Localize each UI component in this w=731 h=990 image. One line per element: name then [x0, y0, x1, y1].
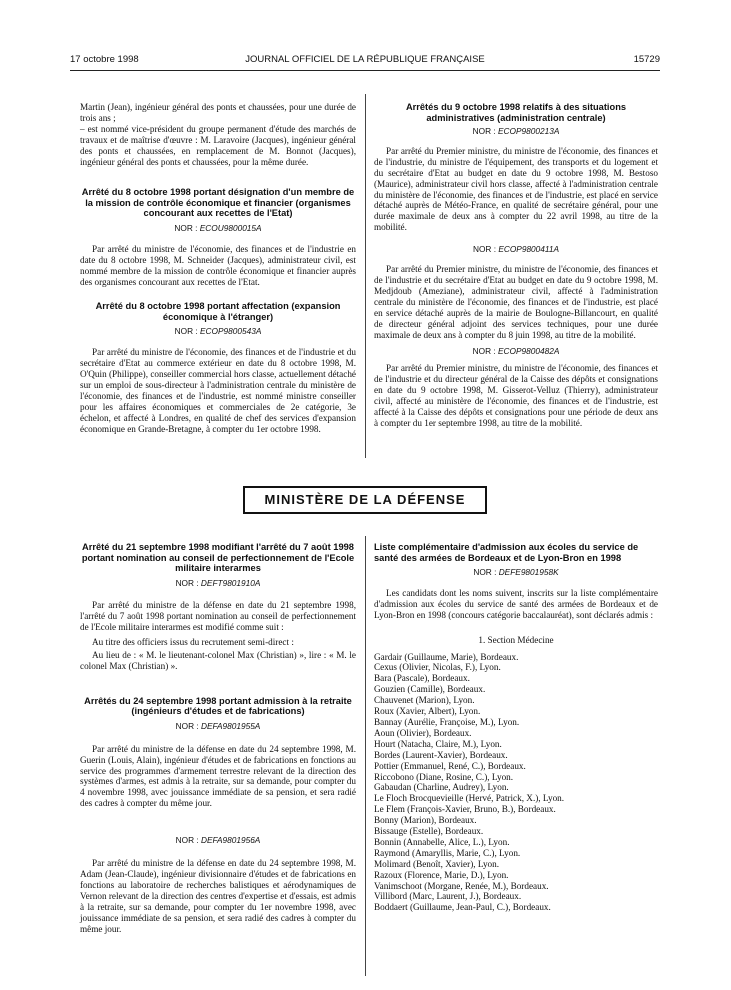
list-item: Raymond (Amaryllis, Marie, C.), Lyon. [374, 847, 521, 858]
list-item: Cexus (Olivier, Nicolas, F.), Lyon. [374, 662, 501, 673]
list-item: Bissauge (Estelle), Bordeaux. [374, 826, 484, 837]
list-item: Razoux (Florence, Marie, D.), Lyon. [374, 869, 509, 880]
article-body: Par arrêté du Premier ministre, du ministre de l'économie, des finances et de l'industrie et du secrétaire d'Etat au budget en date du 9 octobre 1998, M. Medjdoub (Ameziane), administrateur civil, affecté à l'administration centrale du ministère de l'économie, des finances et de l'industrie, est placé en service détaché auprès de la mairie de Boulogne-Billancourt, en qualité de directeur général adjoint des services techniques, pour une durée maximale de deux ans à compter du 8 juin 1998, au titre de la mobilité. [374, 264, 658, 340]
nor-reference: NOR : DEFA9801955A [175, 720, 261, 731]
article-title: Arrêtés du 24 septembre 1998 portant admission à la retraite (ingénieurs d'études et de fabrications) [84, 695, 352, 717]
list-item: Hourt (Natacha, Claire, M.), Lyon. [374, 738, 502, 749]
section-heading: 1. Section Médecine [478, 634, 554, 645]
article-body: Par arrêté du ministre de l'économie, des finances et de l'industrie en date du 8 octobre 1998, M. Schneider (Jacques), administrateur civil, est nommé membre de la mission de contrôle économique et financier auprès des organismes concourant aux recettes de l'Etat. [80, 243, 356, 287]
list-item: Boddaert (Guillaume, Jean-Paul, C.), Bordeaux. [374, 902, 551, 913]
nor-reference: NOR : ECOU9800015A [174, 222, 262, 233]
header-journal-title: JOURNAL OFFICIEL DE LA RÉPUBLIQUE FRANÇAISE [245, 54, 485, 65]
article-body: Par arrêté du Premier ministre, du ministre de l'économie, des finances et de l'industrie, du ministre de l'équipement, des transports et du logement et du secrétaire d'Etat au budget en date du 9 octobre 1998, M. Bestoso (Maurice), administrateur civil hors classe, affecté à l'administration centrale du ministère de l'économie, des finances et de l'industrie, est placé en service détaché auprès de Météo-France, en qualité de secrétaire général, pour une durée maximale de deux ans à compter du 22 avril 1998, au titre de la mobilité. [374, 145, 658, 233]
list-item: Villibord (Marc, Laurent, J.), Bordeaux. [374, 891, 522, 902]
article-body: Par arrêté du Premier ministre, du ministre de l'économie, des finances et de l'industrie et du directeur général de la Caisse des dépôts et consignations en date du 9 octobre 1998, M. Gisserot-Velluz (Thierry), administrateur civil, affecté au ministère de l'économie, des finances et de l'industrie, est affecté à la Caisse des dépôts et consignations pour une période de deux ans à compter du 1er septembre 1998, au titre de la mobilité. [374, 363, 658, 428]
article-body: Par arrêté du ministre de la défense en date du 21 septembre 1998, l'arrêté du 7 août 1998 portant nomination au conseil de perfectionnement de l'Ecole militaire interarmes est modifié comme suit : [80, 600, 356, 633]
nor-reference: NOR : ECOP9800411A [472, 244, 560, 255]
nor-reference: NOR : DEFA9801956A [175, 835, 261, 846]
article-body: Les candidats dont les noms suivent, inscrits sur la liste complémentaire d'admission aux écoles du service de santé des armées de Bordeaux et de Lyon-Bron en 1998 (concours catégorie baccalauréat), sont déclarés admis : [374, 587, 658, 620]
list-item: Le Flem (François-Xavier, Bruno, B.), Bordeaux. [374, 804, 556, 815]
article-title: Arrêté du 21 septembre 1998 modifiant l'arrêté du 7 août 1998 portant nomination au conseil de perfectionnement de l'Ecole militaire interarmes [81, 542, 355, 573]
list-item: Vanimschoot (Morgane, Renée, M.), Bordeaux. [374, 880, 549, 891]
column-separator [365, 536, 366, 976]
list-item: Roux (Xavier, Albert), Lyon. [374, 706, 481, 717]
list-item: Pottier (Emmanuel, René, C.), Bordeaux. [374, 760, 526, 771]
list-item: Aoun (Olivier), Bordeaux. [374, 727, 472, 738]
article-body: Au lieu de : « M. le lieutenant-colonel Max (Christian) », lire : « M. le colonel Max (Christian) ». [80, 650, 356, 671]
header-page-number: 15729 [633, 54, 660, 65]
article-body: Par arrêté du ministre de la défense en date du 24 septembre 1998, M. Guerin (Louis, Alain), ingénieur d'études et de fabrications en fonctions au service des programmes d'armement terrestre relevant de la direction des systèmes d'armes, est admis à la retraite, sur sa demande, pour compter du 4 novembre 1998, avec jouissance immédiate de sa pension, et sera radié des cadres à compter du même jour. [80, 743, 356, 809]
list-item: Chauvenet (Marion), Lyon. [374, 695, 475, 706]
nor-reference: NOR : DEFT9801910A [175, 577, 261, 588]
right-column-bottom [374, 542, 658, 913]
article-title: Arrêté du 8 octobre 1998 portant désignation d'un membre de la mission de contrôle économique et financier (organismes concourant aux recettes de l'Etat) [81, 187, 355, 219]
list-item: Bonny (Marion), Bordeaux. [374, 815, 477, 826]
list-item: Bonnin (Annabelle, Alice, L.), Lyon. [374, 836, 510, 847]
nor-reference: NOR : ECOP9800213A [472, 126, 560, 136]
list-item: Riccobono (Diane, Rosine, C.), Lyon. [374, 771, 514, 782]
admitted-names-list [374, 652, 658, 914]
nor-reference: NOR : ECOP9800543A [174, 326, 262, 337]
list-item: Bannay (Aurélie, Françoise, M.), Lyon. [374, 716, 520, 727]
continued-text-2: – est nommé vice-président du groupe permanent d'étude des marchés de travaux et de maîtrise d'œuvre : M. Laravoire (Jacques), ingénieur général des ponts et chaussées, en remplacement de M. Bonnot (Jacques), ingénieur général des ponts et chaussées, pour la même durée. [80, 123, 356, 167]
article-body: Par arrêté du ministre de l'économie, des finances et de l'industrie et du secrétaire d'Etat au commerce extérieur en date du 8 octobre 1998, M. O'Quin (Philippe), conseiller commercial hors classe, actuellement détaché sur un emploi de sous-directeur à l'administration centrale du ministère de l'économie, des finances et de l'industrie, est nommé ministre conseiller pour les affaires économiques et commerciales de 2e catégorie, 3e échelon, et affecté à Londres, en qualité de chef des services d'expansion économique en Grande-Bretagne, à compter du 1er octobre 1998. [80, 347, 356, 434]
list-item: Bordes (Laurent-Xavier), Bordeaux. [374, 749, 508, 760]
nor-reference: NOR : ECOP9800482A [472, 346, 560, 357]
article-body: Au titre des officiers issus du recrutement semi-direct : [92, 637, 294, 648]
header-rule [70, 70, 660, 71]
left-column-bottom [80, 542, 356, 934]
list-item: Le Floch Brocquevieille (Hervé, Patrick, X.), Lyon. [374, 793, 565, 804]
list-item: Bara (Pascale), Bordeaux. [374, 673, 470, 684]
article-title: Liste complémentaire d'admission aux écoles du service de santé des armées de Bordeaux et de Lyon-Bron en 1998 [374, 542, 639, 563]
page-header [70, 52, 660, 68]
left-column-top [80, 102, 356, 435]
article-title: Arrêté du 8 octobre 1998 portant affectation (expansion économique à l'étranger) [95, 301, 341, 322]
list-item: Gardair (Guillaume, Marie), Bordeaux. [374, 651, 519, 662]
continued-text-1: Martin (Jean), ingénieur général des ponts et chaussées, pour une durée de trois ans ; [80, 102, 356, 123]
ministry-heading: MINISTÈRE DE LA DÉFENSE [243, 486, 487, 514]
list-item: Molimard (Benoît, Xavier), Lyon. [374, 858, 500, 869]
list-item: Gouzien (Camille), Bordeaux. [374, 684, 486, 695]
right-column-top [374, 102, 658, 429]
column-separator [365, 94, 366, 458]
nor-reference: NOR : DEFE9801958K [473, 567, 559, 577]
header-date: 17 octobre 1998 [70, 54, 139, 65]
list-item: Gabaudan (Charline, Audrey), Lyon. [374, 782, 509, 793]
article-body: Par arrêté du ministre de la défense en date du 24 septembre 1998, M. Adam (Jean-Claude), ingénieur divisionnaire d'études et de fabrications en fonctions au laboratoire de recherches balistiques et aérodynamiques de Vernon relevant de la direction des centres d'expertise et d'essais, est admis à la retraite, sur sa demande, pour compter du 1er novembre 1998, avec jouissance immédiate de sa pension, et sera radié des cadres à compter du même jour. [80, 858, 356, 934]
article-title: Arrêtés du 9 octobre 1998 relatifs à des situations administratives (administration centrale) [405, 102, 627, 123]
